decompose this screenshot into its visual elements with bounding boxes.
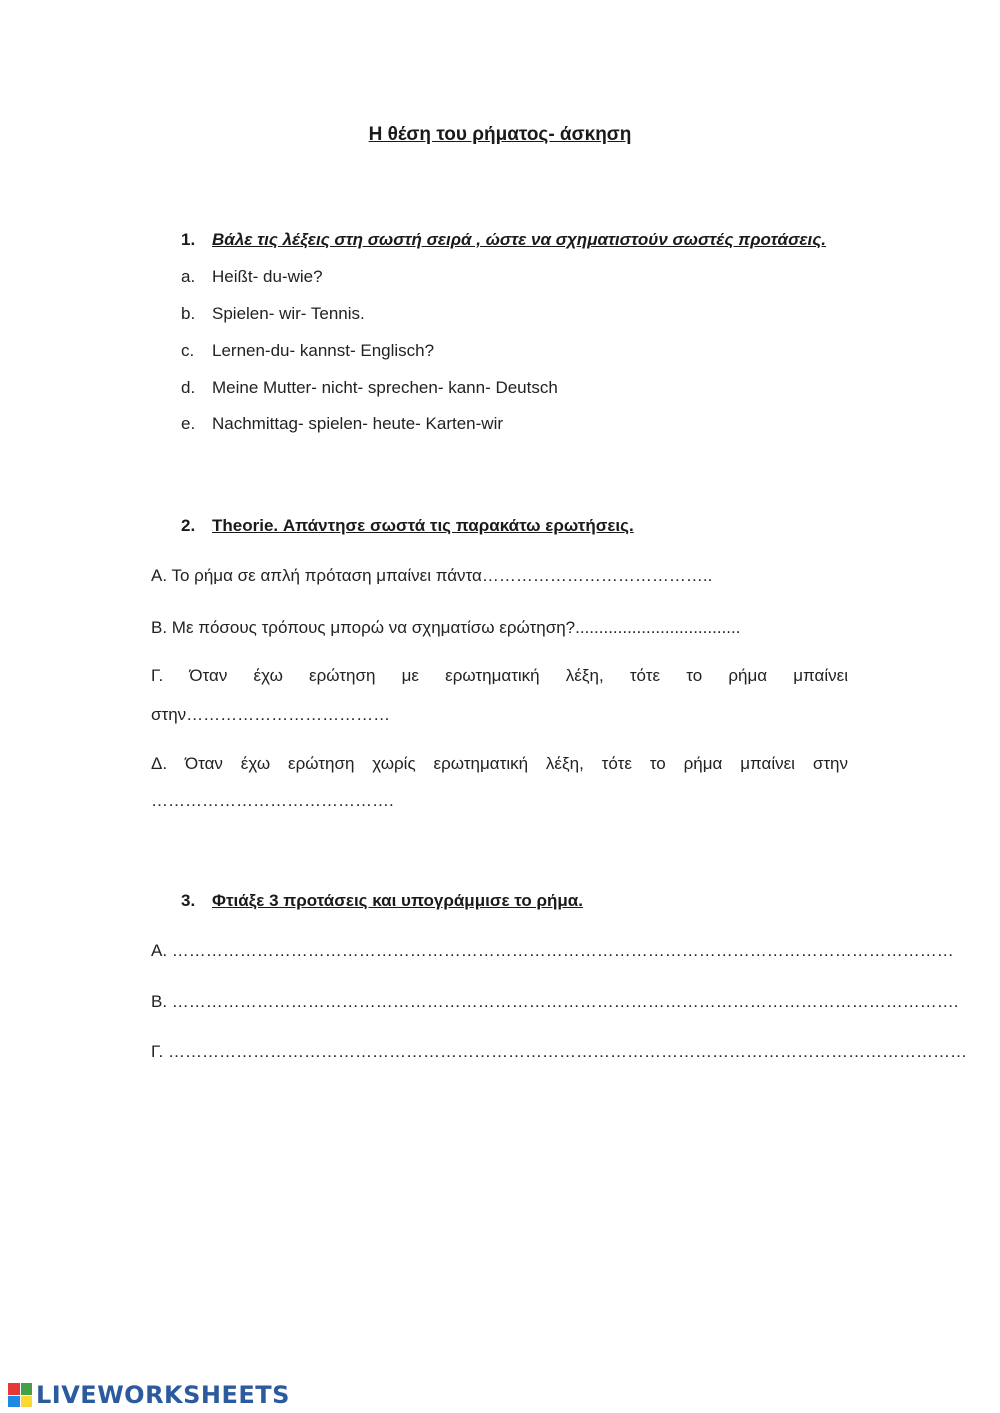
- logo-text: LIVEWORKSHEETS: [36, 1381, 290, 1409]
- item-letter: b.: [181, 304, 196, 323]
- item-letter: c.: [181, 341, 195, 360]
- section-1-instruction: Βάλε τις λέξεις στη σωστή σειρά , ώστε να σχηματιστούν σωστές προτάσεις.: [212, 230, 826, 249]
- item-letter: d.: [181, 378, 196, 397]
- item-letter: e.: [181, 414, 196, 433]
- answer-line-c: Γ. ……………………………………………………………………………………………………………………………: [151, 1042, 967, 1061]
- logo-square: [8, 1383, 20, 1395]
- question-d-line-2: …………………………………….: [151, 791, 394, 810]
- question-c-line-1: Γ. Όταν έχω ερώτηση με ερωτηματική λέξη, τότε το ρήμα μπαίνει: [151, 666, 848, 685]
- section-3-instruction: Φτιάξε 3 προτάσεις και υπογράμμισε το ρήμα.: [212, 891, 583, 910]
- logo-square: [8, 1396, 20, 1408]
- question-b: Β. Με πόσους τρόπους μπορώ να σχηματίσω ερώτηση?...................................: [151, 618, 741, 637]
- section-2-instruction: Theorie. Απάντησε σωστά τις παρακάτω ερωτήσεις.: [212, 516, 634, 535]
- logo-square: [21, 1383, 33, 1395]
- item-letter: a.: [181, 267, 196, 286]
- page-title: Η θέση του ρήματος- άσκηση: [368, 124, 632, 145]
- item-text: Lernen-du- kannst- Englisch?: [212, 341, 435, 360]
- question-c-line-2: στην………………………………: [151, 705, 391, 724]
- question-a: Α. Το ρήμα σε απλή πρόταση μπαίνει πάντα…………………………………..: [151, 566, 713, 585]
- item-text: Spielen- wir- Tennis.: [212, 304, 365, 323]
- section-2-number: 2.: [181, 516, 196, 535]
- liveworksheets-logo: [8, 1380, 290, 1410]
- item-text: Meine Mutter- nicht- sprechen- kann- Deutsch: [212, 378, 558, 397]
- answer-line-b: Β. ………………………………………………………………………………………………………………………….: [151, 992, 959, 1011]
- section-1-number: 1.: [181, 230, 196, 249]
- section-3-number: 3.: [181, 891, 196, 910]
- question-d-line-1: Δ. Όταν έχω ερώτηση χωρίς ερωτηματική λέξη, τότε το ρήμα μπαίνει στην: [151, 754, 848, 773]
- item-text: Heißt- du-wie?: [212, 267, 323, 286]
- logo-square: [21, 1396, 33, 1408]
- logo-mark-icon: [8, 1383, 32, 1407]
- answer-line-a: Α. …………………………………………………………………………………………………………………………: [151, 941, 954, 960]
- item-text: Nachmittag- spielen- heute- Karten-wir: [212, 414, 504, 433]
